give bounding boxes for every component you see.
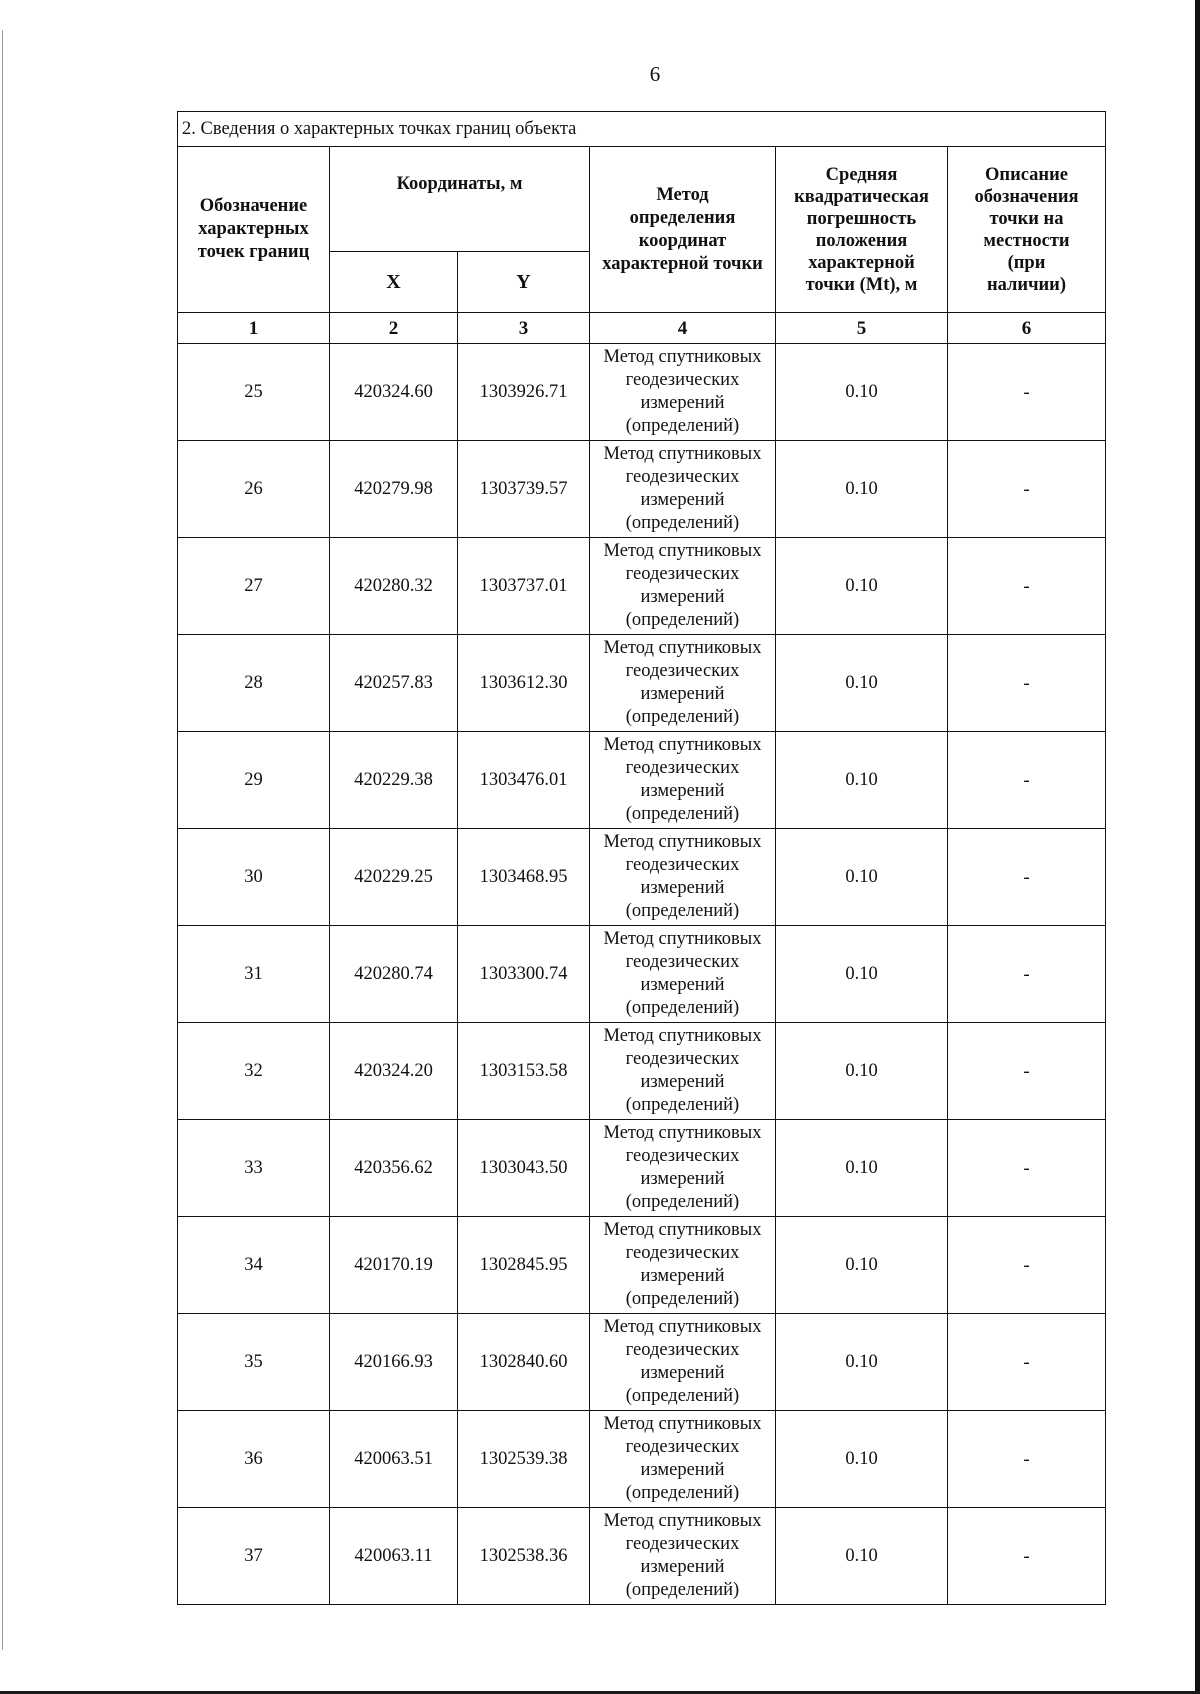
point-number-cell: 32 [178,1023,330,1120]
y-coordinate-cell: 1303476.01 [458,732,590,829]
method-cell [590,1120,776,1217]
method-line: измерений [640,1460,725,1480]
header-coordinates: Координаты, м [330,147,590,252]
method-line: Метод спутниковых [603,444,762,464]
method-cell [590,344,776,441]
method-cell [590,732,776,829]
y-coordinate-cell: 1303300.74 [458,926,590,1023]
method-line: (определений) [625,1580,740,1600]
method-cell [590,635,776,732]
y-coordinate-cell: 1303043.50 [458,1120,590,1217]
method-line: измерений [640,1169,725,1189]
table-row [178,732,1106,829]
header-x: X [330,252,458,313]
error-cell: 0.10 [776,829,948,926]
column-number: 5 [776,313,948,344]
method-line: измерений [640,587,725,607]
method-line: геодезических [625,1340,740,1360]
method-line: геодезических [625,1243,740,1263]
error-cell: 0.10 [776,538,948,635]
description-cell: - [948,1411,1106,1508]
method-line: измерений [640,1363,725,1383]
method-cell [590,1314,776,1411]
method-line: Метод спутниковых [603,735,762,755]
method-line: Метод спутниковых [603,1511,762,1531]
method-line: измерений [640,1072,725,1092]
column-number: 4 [590,313,776,344]
method-line: Метод спутниковых [603,832,762,852]
method-line: геодезических [625,1534,740,1554]
method-cell [590,926,776,1023]
method-line: (определений) [625,1386,740,1406]
table-row [178,829,1106,926]
x-coordinate-cell: 420229.25 [330,829,458,926]
y-coordinate-cell: 1302840.60 [458,1314,590,1411]
table-row [178,1023,1106,1120]
description-cell: - [948,1217,1106,1314]
description-cell: - [948,732,1106,829]
x-coordinate-cell: 420356.62 [330,1120,458,1217]
error-cell: 0.10 [776,732,948,829]
method-line: геодезических [625,855,740,875]
table-row [178,1411,1106,1508]
method-line: (определений) [625,1095,740,1115]
error-cell: 0.10 [776,635,948,732]
method-line: (определений) [625,1289,740,1309]
column-number: 2 [330,313,458,344]
description-cell: - [948,829,1106,926]
error-cell: 0.10 [776,1217,948,1314]
table-row [178,1217,1106,1314]
x-coordinate-cell: 420229.38 [330,732,458,829]
description-cell: - [948,344,1106,441]
table-row [178,1508,1106,1605]
method-line: (определений) [625,804,740,824]
x-coordinate-cell: 420063.51 [330,1411,458,1508]
column-number: 3 [458,313,590,344]
section-title: 2. Сведения о характерных точках границ объекта [178,112,1106,147]
header-y: Y [458,252,590,313]
x-coordinate-cell: 420170.19 [330,1217,458,1314]
boundary-points-table [177,111,1106,1605]
method-line: Метод спутниковых [603,1026,762,1046]
method-line: (определений) [625,1192,740,1212]
method-line: измерений [640,490,725,510]
point-number-cell: 26 [178,441,330,538]
point-number-cell: 33 [178,1120,330,1217]
description-cell: - [948,538,1106,635]
x-coordinate-cell: 420280.74 [330,926,458,1023]
method-line: измерений [640,878,725,898]
method-line: (определений) [625,707,740,727]
method-line: измерений [640,1557,725,1577]
table-row [178,1314,1106,1411]
description-cell: - [948,1314,1106,1411]
column-number: 6 [948,313,1106,344]
method-line: геодезических [625,1049,740,1069]
method-line: Метод спутниковых [603,541,762,561]
method-line: Метод спутниковых [603,1414,762,1434]
method-line: геодезических [625,661,740,681]
method-line: Метод спутниковых [603,1317,762,1337]
method-line: измерений [640,781,725,801]
method-line: Метод спутниковых [603,1220,762,1240]
header-method: Метод определения координат характерной точки [590,147,776,313]
x-coordinate-cell: 420166.93 [330,1314,458,1411]
column-number: 1 [178,313,330,344]
x-coordinate-cell: 420280.32 [330,538,458,635]
y-coordinate-cell: 1303739.57 [458,441,590,538]
table-row [178,635,1106,732]
scan-edge-right [1195,0,1200,1694]
method-line: Метод спутниковых [603,929,762,949]
description-cell: - [948,635,1106,732]
x-coordinate-cell: 420324.60 [330,344,458,441]
method-line: (определений) [625,610,740,630]
header-point-label: Обозначение характерных точек границ [178,147,330,313]
table-row [178,1120,1106,1217]
method-line: (определений) [625,513,740,533]
method-cell [590,1411,776,1508]
method-line: геодезических [625,467,740,487]
description-cell: - [948,1023,1106,1120]
method-line: измерений [640,684,725,704]
y-coordinate-cell: 1303153.58 [458,1023,590,1120]
point-number-cell: 27 [178,538,330,635]
point-number-cell: 34 [178,1217,330,1314]
y-coordinate-cell: 1302539.38 [458,1411,590,1508]
point-number-cell: 29 [178,732,330,829]
method-line: измерений [640,975,725,995]
table-row [178,344,1106,441]
error-cell: 0.10 [776,344,948,441]
method-line: геодезических [625,564,740,584]
x-coordinate-cell: 420063.11 [330,1508,458,1605]
method-line: геодезических [625,1437,740,1457]
method-line: измерений [640,1266,725,1286]
y-coordinate-cell: 1303612.30 [458,635,590,732]
header-description: Описание обозначения точки на местности (при наличии) [948,147,1106,313]
point-number-cell: 37 [178,1508,330,1605]
method-line: измерений [640,393,725,413]
table-row [178,926,1106,1023]
y-coordinate-cell: 1303468.95 [458,829,590,926]
method-line: геодезических [625,952,740,972]
y-coordinate-cell: 1302845.95 [458,1217,590,1314]
method-cell [590,1023,776,1120]
x-coordinate-cell: 420257.83 [330,635,458,732]
method-line: (определений) [625,1483,740,1503]
method-cell [590,1508,776,1605]
header-mean-square-error: Средняя квадратическая погрешность положения характерной точки (Mt), м [776,147,948,313]
description-cell: - [948,1508,1106,1605]
method-line: (определений) [625,998,740,1018]
description-cell: - [948,441,1106,538]
method-cell [590,1217,776,1314]
method-cell [590,829,776,926]
x-coordinate-cell: 420324.20 [330,1023,458,1120]
point-number-cell: 25 [178,344,330,441]
method-line: Метод спутниковых [603,347,762,367]
point-number-cell: 28 [178,635,330,732]
method-line: геодезических [625,758,740,778]
scan-edge-left [2,30,3,1650]
point-number-cell: 31 [178,926,330,1023]
error-cell: 0.10 [776,1411,948,1508]
method-cell [590,538,776,635]
table-body [178,344,1106,1605]
y-coordinate-cell: 1303737.01 [458,538,590,635]
point-number-cell: 30 [178,829,330,926]
method-cell [590,441,776,538]
table-row [178,538,1106,635]
point-number-cell: 36 [178,1411,330,1508]
table-row [178,441,1106,538]
method-line: геодезических [625,1146,740,1166]
x-coordinate-cell: 420279.98 [330,441,458,538]
method-line: (определений) [625,901,740,921]
error-cell: 0.10 [776,926,948,1023]
page-number: 6 [649,62,661,86]
method-line: (определений) [625,416,740,436]
y-coordinate-cell: 1303926.71 [458,344,590,441]
method-line: Метод спутниковых [603,638,762,658]
error-cell: 0.10 [776,1120,948,1217]
error-cell: 0.10 [776,441,948,538]
point-number-cell: 35 [178,1314,330,1411]
error-cell: 0.10 [776,1508,948,1605]
description-cell: - [948,926,1106,1023]
method-line: Метод спутниковых [603,1123,762,1143]
error-cell: 0.10 [776,1314,948,1411]
error-cell: 0.10 [776,1023,948,1120]
method-line: геодезических [625,370,740,390]
y-coordinate-cell: 1302538.36 [458,1508,590,1605]
description-cell: - [948,1120,1106,1217]
